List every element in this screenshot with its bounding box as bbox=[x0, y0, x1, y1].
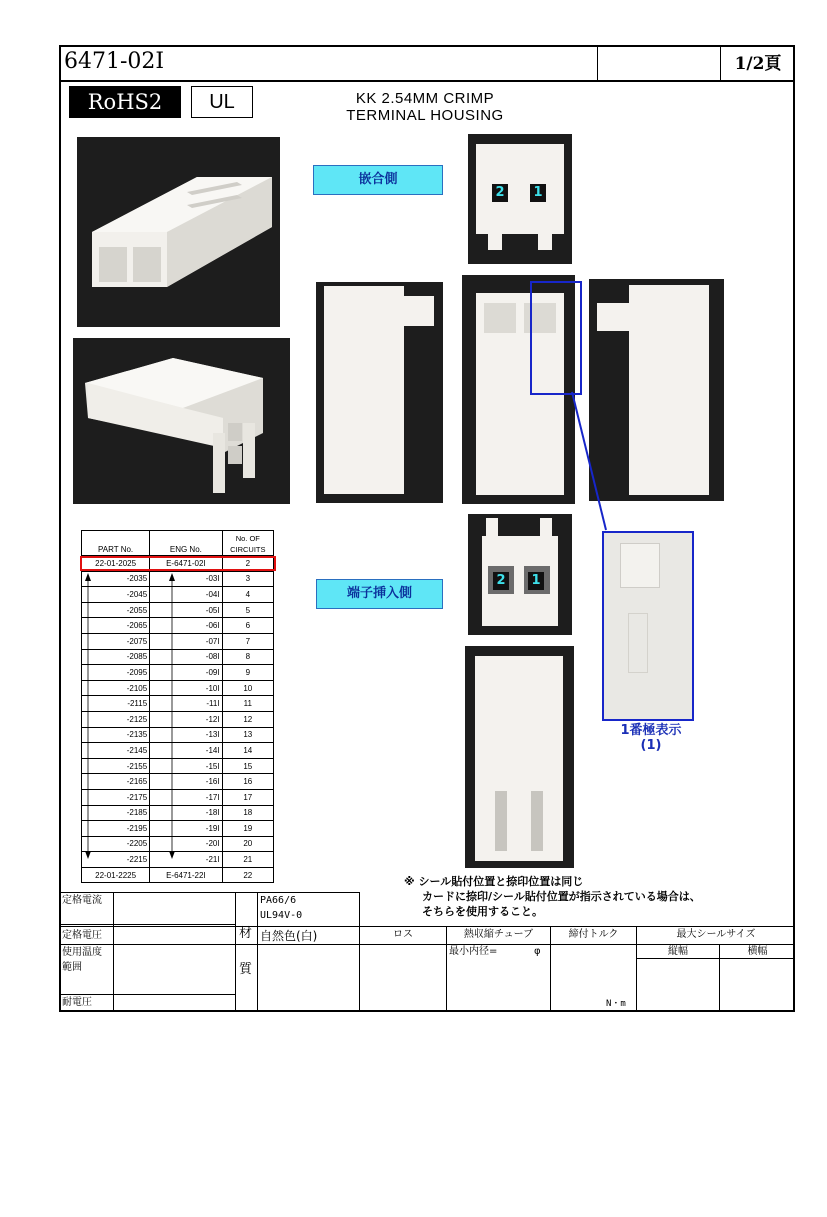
torque-unit: N・m bbox=[606, 999, 626, 1009]
product-title-line2: TERMINAL HOUSING bbox=[346, 107, 504, 124]
mating-side-label: 嵌合側 bbox=[313, 165, 443, 195]
spec-v-4 bbox=[359, 892, 360, 1012]
pin1-detail-photo bbox=[602, 531, 694, 721]
title-sep-2 bbox=[720, 45, 721, 81]
eng-no-cell: -16I bbox=[150, 774, 222, 790]
parts-table-header bbox=[82, 531, 274, 556]
eng-no-cell: -18I bbox=[150, 805, 222, 821]
material-char-2: 質 bbox=[239, 962, 253, 977]
note-line1: ※ シール貼付位置と捺印位置は同じ bbox=[404, 875, 584, 888]
seal-length-label: 縦幅 bbox=[668, 946, 688, 957]
spec-v-3 bbox=[257, 892, 258, 1012]
circuits-cell: 8 bbox=[222, 649, 273, 665]
max-seal-size-label: 最大シールサイズ bbox=[676, 929, 756, 940]
material-line-3: 自然色(白) bbox=[260, 929, 318, 943]
eng-no-cell: -05I bbox=[150, 602, 222, 618]
mating-face-photo bbox=[468, 134, 572, 264]
note-line3: そちらを使用すること。 bbox=[422, 905, 543, 918]
circuits-cell: 22 bbox=[222, 867, 273, 883]
material-line-2: UL94V-0 bbox=[260, 910, 303, 921]
circuits-cell: 18 bbox=[222, 805, 273, 821]
part-no-cell: 22-01-2025 bbox=[82, 556, 150, 572]
circuits-cell: 4 bbox=[222, 587, 273, 603]
circuits-cell: 5 bbox=[222, 602, 273, 618]
ul-badge: UL bbox=[191, 86, 253, 118]
spec-line-2 bbox=[59, 924, 235, 925]
part-no-cell: -2185 bbox=[82, 805, 150, 821]
eng-no-cell: -10I bbox=[150, 680, 222, 696]
part-no-cell: -2135 bbox=[82, 727, 150, 743]
spec-line-5 bbox=[636, 958, 795, 959]
product-title-line1: KK 2.54MM CRIMP bbox=[355, 90, 495, 107]
circuits-cell: 15 bbox=[222, 758, 273, 774]
part-no-cell: -2215 bbox=[82, 852, 150, 868]
seal-width-label: 横幅 bbox=[747, 946, 768, 957]
eng-no-cell: -13I bbox=[150, 727, 222, 743]
eng-no-cell: -15I bbox=[150, 758, 222, 774]
eng-no-cell: -04I bbox=[150, 587, 222, 603]
part-no-cell: -2115 bbox=[82, 696, 150, 712]
material-line-1: PA66/6 bbox=[260, 895, 297, 906]
part-no-cell: -2035 bbox=[82, 571, 150, 587]
selected-row-highlight bbox=[80, 556, 276, 571]
terminal-pin-number-2: 2 bbox=[493, 572, 509, 590]
circuits-cell: 12 bbox=[222, 711, 273, 727]
parts-table-row bbox=[82, 867, 274, 883]
rated-voltage-label: 定格電圧 bbox=[62, 930, 102, 941]
circuits-cell: 21 bbox=[222, 852, 273, 868]
phi-symbol: φ bbox=[534, 946, 541, 957]
eng-no-cell: -11I bbox=[150, 696, 222, 712]
circuits-cell: 7 bbox=[222, 633, 273, 649]
circuits-cell: 6 bbox=[222, 618, 273, 634]
withstand-voltage-label: 耐電圧 bbox=[62, 997, 92, 1008]
iso-photo-bottom bbox=[73, 338, 290, 504]
material-char-1: 材 bbox=[239, 926, 253, 941]
eng-no-cell: -14I bbox=[150, 743, 222, 759]
part-no-cell: -2195 bbox=[82, 821, 150, 837]
circuits-cell: 17 bbox=[222, 789, 273, 805]
pin1-indicator-label bbox=[596, 723, 706, 753]
part-no-cell: -2175 bbox=[82, 789, 150, 805]
eng-no-cell: -09I bbox=[150, 665, 222, 681]
terminal-face-photo bbox=[468, 514, 572, 635]
part-no-cell: -2145 bbox=[82, 743, 150, 759]
pin-number-2: 2 bbox=[492, 184, 508, 202]
product-title bbox=[330, 90, 520, 124]
rated-current-label: 定格電流 bbox=[62, 895, 102, 906]
part-no-cell: -2045 bbox=[82, 587, 150, 603]
terminal-side-label: 端子挿入側 bbox=[316, 579, 443, 609]
shrink-tube-label: 熱収縮チューブ bbox=[463, 929, 534, 940]
temp-range-label-1: 使用温度 bbox=[62, 947, 102, 958]
part-no-cell: -2205 bbox=[82, 836, 150, 852]
part-no-cell: -2075 bbox=[82, 633, 150, 649]
page-number: 1/2頁 bbox=[734, 54, 782, 74]
title-divider bbox=[59, 80, 795, 82]
eng-no-cell: -06I bbox=[150, 618, 222, 634]
part-no-cell: -2165 bbox=[82, 774, 150, 790]
pin1-label-number: (1) bbox=[640, 738, 662, 753]
temp-range-label-2: 範囲 bbox=[62, 962, 82, 973]
circuits-cell: 14 bbox=[222, 743, 273, 759]
circuits-cell: 3 bbox=[222, 571, 273, 587]
iso-photo-top bbox=[77, 137, 280, 327]
spec-line-6 bbox=[59, 994, 235, 995]
pin1-label-text: 1番極表示 bbox=[620, 723, 682, 738]
circuits-cell: 20 bbox=[222, 836, 273, 852]
header-eng-no: ENG No. bbox=[150, 531, 222, 556]
spec-line-3 bbox=[59, 926, 795, 927]
part-title: 6471-02I bbox=[64, 49, 165, 74]
title-sep-1 bbox=[597, 45, 598, 81]
eng-no-cell: -07I bbox=[150, 633, 222, 649]
part-no-cell: -2155 bbox=[82, 758, 150, 774]
eng-no-cell: -19I bbox=[150, 821, 222, 837]
header-circuits: No. OF CIRCUITS bbox=[222, 531, 273, 556]
spec-top-line bbox=[59, 892, 359, 893]
note-block bbox=[404, 874, 701, 919]
min-inner-dia-label: 最小内径= bbox=[449, 946, 498, 957]
spec-v-1 bbox=[113, 892, 114, 1012]
circuits-cell: 16 bbox=[222, 774, 273, 790]
circuits-cell: 2 bbox=[222, 556, 273, 572]
bottom-view-photo bbox=[465, 646, 574, 868]
eng-no-cell: -20I bbox=[150, 836, 222, 852]
part-no-cell: -2095 bbox=[82, 665, 150, 681]
rohs-badge: RoHS2 bbox=[69, 86, 181, 118]
part-no-cell: -2085 bbox=[82, 649, 150, 665]
eng-no-cell: -17I bbox=[150, 789, 222, 805]
part-no-cell: -2055 bbox=[82, 602, 150, 618]
part-no-cell: -2105 bbox=[82, 680, 150, 696]
part-no-cell: -2125 bbox=[82, 711, 150, 727]
pin1-callout-box bbox=[530, 281, 582, 395]
loss-label: ロス bbox=[393, 929, 413, 940]
eng-no-cell: -08I bbox=[150, 649, 222, 665]
side-view-left-photo bbox=[316, 282, 443, 503]
circuits-cell: 10 bbox=[222, 680, 273, 696]
part-no-cell: 22-01-2225 bbox=[82, 867, 150, 883]
pin-number-1: 1 bbox=[530, 184, 546, 202]
part-no-cell: -2065 bbox=[82, 618, 150, 634]
eng-no-cell: E-6471-02I bbox=[150, 556, 222, 572]
eng-no-cell: -12I bbox=[150, 711, 222, 727]
header-part-no: PART No. bbox=[82, 531, 150, 556]
note-line2: カードに捺印/シール貼付位置が指示されている場合は、 bbox=[422, 890, 701, 903]
circuits-cell: 11 bbox=[222, 696, 273, 712]
torque-label: 締付トルク bbox=[568, 929, 619, 940]
range-arrows bbox=[82, 571, 197, 861]
eng-no-cell: -03I bbox=[150, 571, 222, 587]
terminal-pin-number-1: 1 bbox=[528, 572, 544, 590]
circuits-cell: 19 bbox=[222, 821, 273, 837]
spec-v-2 bbox=[235, 892, 236, 1012]
eng-no-cell: -21I bbox=[150, 852, 222, 868]
spec-line-4 bbox=[59, 944, 795, 945]
circuits-cell: 9 bbox=[222, 665, 273, 681]
circuits-cell: 13 bbox=[222, 727, 273, 743]
eng-no-cell: E-6471-22I bbox=[150, 867, 222, 883]
